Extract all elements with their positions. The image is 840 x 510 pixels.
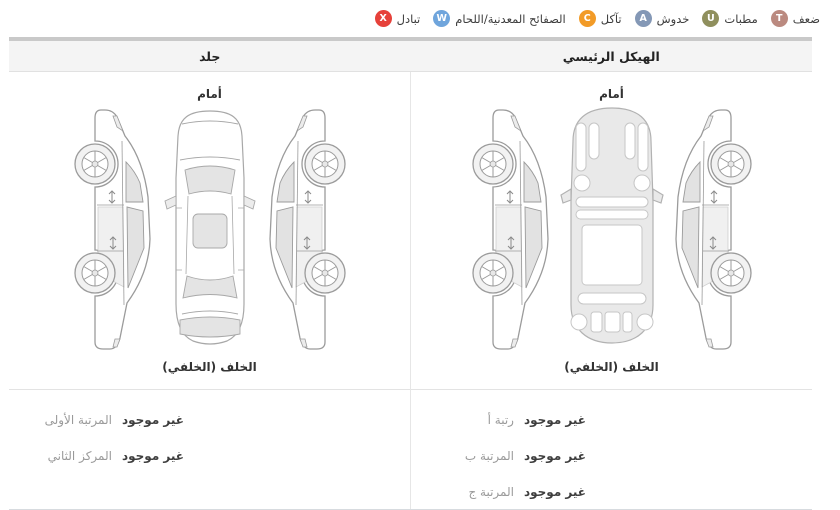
- car-side-view-right: [668, 105, 756, 355]
- status-label: المركز الثاني: [47, 449, 112, 463]
- legend-item-welding: [433, 10, 565, 27]
- car-side-view-left: [468, 105, 556, 355]
- legend-item-label: مطبات: [724, 11, 758, 26]
- rear-label: الخلف (الخلفي): [162, 360, 257, 374]
- car-side-view-right: [262, 105, 350, 355]
- status-rows: [9, 389, 410, 474]
- table-body: [9, 72, 812, 509]
- status-label: المرتبة ج: [468, 485, 514, 499]
- sunroof: [193, 214, 227, 248]
- legend-item-label: تبادل: [396, 11, 421, 26]
- table-header-row: [9, 41, 812, 72]
- panel-main-body: [410, 72, 812, 509]
- status-rows: [411, 389, 812, 510]
- mirror-left: [165, 196, 176, 209]
- status-row: [411, 438, 586, 474]
- status-label: المرتبة ب: [464, 449, 514, 463]
- legend-badge-U: U: [702, 10, 719, 27]
- legend-item-label: الصفائح المعدنية/اللحام: [455, 11, 566, 26]
- status-value: غير موجود: [523, 485, 586, 499]
- status-value: غير موجود: [523, 449, 586, 463]
- legend-item-label: تآكل: [600, 11, 622, 26]
- legend-badge-C: C: [579, 10, 596, 27]
- mirror-right: [244, 196, 255, 209]
- leather-diagram: [9, 105, 410, 353]
- mirror-right: [653, 189, 663, 203]
- mirror-left: [561, 189, 571, 203]
- status-label: المرتبة الأولى: [44, 413, 112, 427]
- rear-label: الخلف (الخلفي): [564, 360, 659, 374]
- status-value: غير موجود: [121, 449, 184, 463]
- legend-badge-T: T: [771, 10, 788, 27]
- column-header-leather: جلد: [199, 48, 221, 64]
- status-value: غير موجود: [121, 413, 184, 427]
- legend-item-label: ضعف: [792, 11, 820, 26]
- legend-item-weakness: [771, 10, 820, 27]
- status-row: [411, 402, 586, 438]
- car-top-view: [162, 108, 258, 350]
- windshield: [185, 166, 235, 194]
- front-label: أمام: [599, 87, 624, 101]
- legend-badge-A: A: [635, 10, 652, 27]
- status-row: [9, 438, 184, 474]
- legend-item-label: خدوش: [656, 11, 690, 26]
- status-row: [9, 402, 184, 438]
- car-side-view-left: [70, 105, 158, 355]
- status-label: رتبة أ: [487, 413, 514, 427]
- legend-badge-X: X: [375, 10, 392, 27]
- legend-item-scratches: [635, 10, 690, 27]
- panel-leather: [9, 72, 410, 509]
- column-header-main-body: الهيكل الرئيسي: [562, 48, 660, 64]
- status-value: غير موجود: [523, 413, 586, 427]
- legend-item-corrosion: [579, 10, 622, 27]
- main-body-diagram: [411, 105, 812, 353]
- floor-pan: [582, 225, 642, 285]
- front-label: أمام: [197, 87, 222, 101]
- status-row: [411, 474, 586, 510]
- legend-badge-W: W: [433, 10, 450, 27]
- car-underbody-top-view: [560, 105, 664, 347]
- legend-item-replaced: [375, 10, 421, 27]
- inspection-table: [9, 37, 812, 510]
- legend-item-bumps: [702, 10, 757, 27]
- damage-legend: [0, 0, 840, 37]
- rear-bumper-band: [180, 317, 240, 337]
